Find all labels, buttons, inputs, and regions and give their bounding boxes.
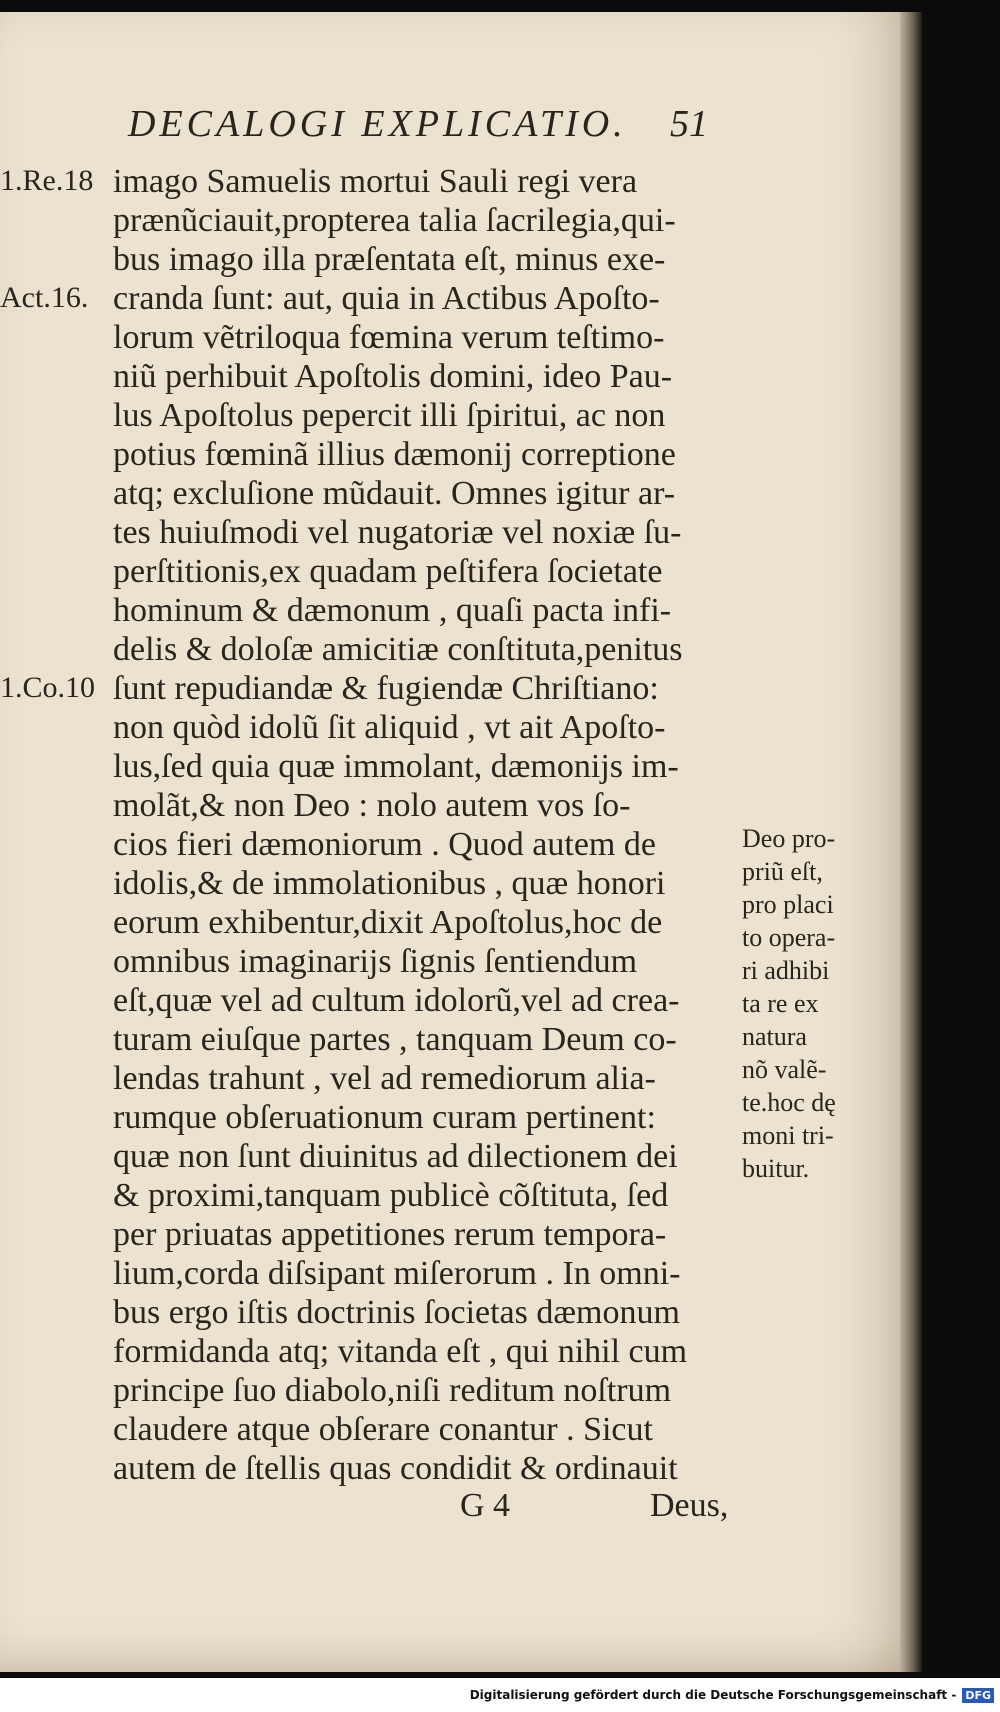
body-line: delis & doloſæ amicitiæ conſtituta,penitus — [113, 631, 683, 668]
signature-mark: G 4 — [460, 1487, 511, 1524]
body-line: formidanda atq; vitanda eſt , qui nihil cum — [113, 1333, 688, 1370]
margin-reference: 1.Co.10 — [0, 671, 96, 704]
page-foot — [0, 1487, 900, 1547]
running-head — [0, 92, 900, 152]
body-line: non quòd idolũ ſit aliquid , vt ait Apoſto- — [113, 709, 666, 746]
margin-note-line: natura — [742, 1022, 807, 1051]
page-edge — [900, 12, 922, 1672]
body-line: omnibus imaginarijs ſignis ſentiendum — [113, 943, 638, 980]
margin-note-line: buitur. — [742, 1154, 810, 1183]
margin-reference: Act.16. — [0, 281, 89, 314]
margin-note-line: ri adhibi — [742, 956, 830, 985]
body-line: ſunt repudiandæ & fugiendæ Chriſtiano: — [113, 670, 659, 707]
body-line: cios fieri dæmoniorum . Quod autem de — [113, 826, 656, 863]
book-page — [0, 12, 900, 1672]
margin-note-line: ta re ex — [742, 989, 819, 1018]
body-line: per priuatas appetitiones rerum tempora- — [113, 1216, 667, 1253]
body-line: atq; excluſione mũdauit. Omnes igitur ar- — [113, 475, 676, 512]
body-line: molãt,& non Deo : nolo autem vos ſo- — [113, 787, 631, 824]
margin-note-line: pro placi — [742, 890, 834, 919]
body-line: idolis,& de immolationibus , quæ honori — [113, 865, 666, 902]
body-line: cranda ſunt: aut, quia in Actibus Apoſto- — [113, 280, 660, 317]
body-line: lendas trahunt , vel ad remediorum alia- — [113, 1060, 656, 1097]
body-line: lus,ſed quia quæ immolant, dæmonijs im- — [113, 748, 679, 785]
body-line: turam eiuſque partes , tanquam Deum co- — [113, 1021, 677, 1058]
digitization-footer — [0, 1678, 1000, 1712]
body-line: tes huiuſmodi vel nugatoriæ vel noxiæ ſu- — [113, 514, 682, 551]
margin-note-line: moni tri- — [742, 1121, 834, 1150]
footer-credit: Digitalisierung gefördert durch die Deutsche Forschungsgemeinschaft - — [469, 1688, 957, 1702]
body-line: & proximi,tanquam publicè cõſtituta, ſed — [113, 1177, 669, 1214]
body-line: autem de ſtellis quas condidit & ordinauit — [113, 1450, 678, 1487]
body-line: niũ perhibuit Apoſtolis domini, ideo Pau- — [113, 358, 673, 395]
body-line: bus imago illa præſentata eſt, minus exe- — [113, 241, 666, 278]
body-line: rumque obſeruationum curam pertinent: — [113, 1099, 656, 1136]
body-line: lorum vẽtriloqua fœmina verum teſtimo- — [113, 319, 665, 356]
body-line: hominum & dæmonum , quaſi pacta infi- — [113, 592, 672, 629]
catchword: Deus, — [650, 1487, 729, 1524]
margin-note-line: te.hoc dę — [742, 1088, 836, 1117]
margin-note-line: Deo pro- — [742, 824, 836, 853]
body-line: claudere atque obſerare conantur . Sicut — [113, 1411, 653, 1448]
margin-note-line: nõ valẽ- — [742, 1055, 827, 1084]
body-line: bus ergo iſtis doctrinis ſocietas dæmonum — [113, 1294, 680, 1331]
body-line: imago Samuelis mortui Sauli regi vera — [113, 163, 638, 200]
folio-number: 51 — [670, 103, 708, 145]
body-line: perſtitionis,ex quadam peſtifera ſocietate — [113, 553, 663, 590]
body-line: prænũciauit,propterea talia ſacrilegia,qui- — [113, 202, 676, 239]
body-line: principe ſuo diabolo,niſi reditum noſtrum — [113, 1372, 672, 1409]
body-line: eſt,quæ vel ad cultum idolorũ,vel ad crea- — [113, 982, 680, 1019]
dfg-logo: DFG — [962, 1688, 994, 1703]
margin-reference: 1.Re.18 — [0, 164, 94, 197]
body-line: quæ non ſunt diuinitus ad dilectionem dei — [113, 1138, 678, 1175]
body-line: eorum exhibentur,dixit Apoſtolus,hoc de — [113, 904, 663, 941]
body-line: lus Apoſtolus pepercit illi ſpiritui, ac non — [113, 397, 666, 434]
running-head-title: DECALOGI EXPLICATIO. — [128, 103, 627, 145]
margin-note-line: priũ eſt, — [742, 857, 823, 886]
body-line: potius fœminã illius dæmonij correptione — [113, 436, 676, 473]
body-line: lium,corda diſsipant miſerorum . In omni- — [113, 1255, 681, 1292]
margin-note-line: to opera- — [742, 923, 836, 952]
